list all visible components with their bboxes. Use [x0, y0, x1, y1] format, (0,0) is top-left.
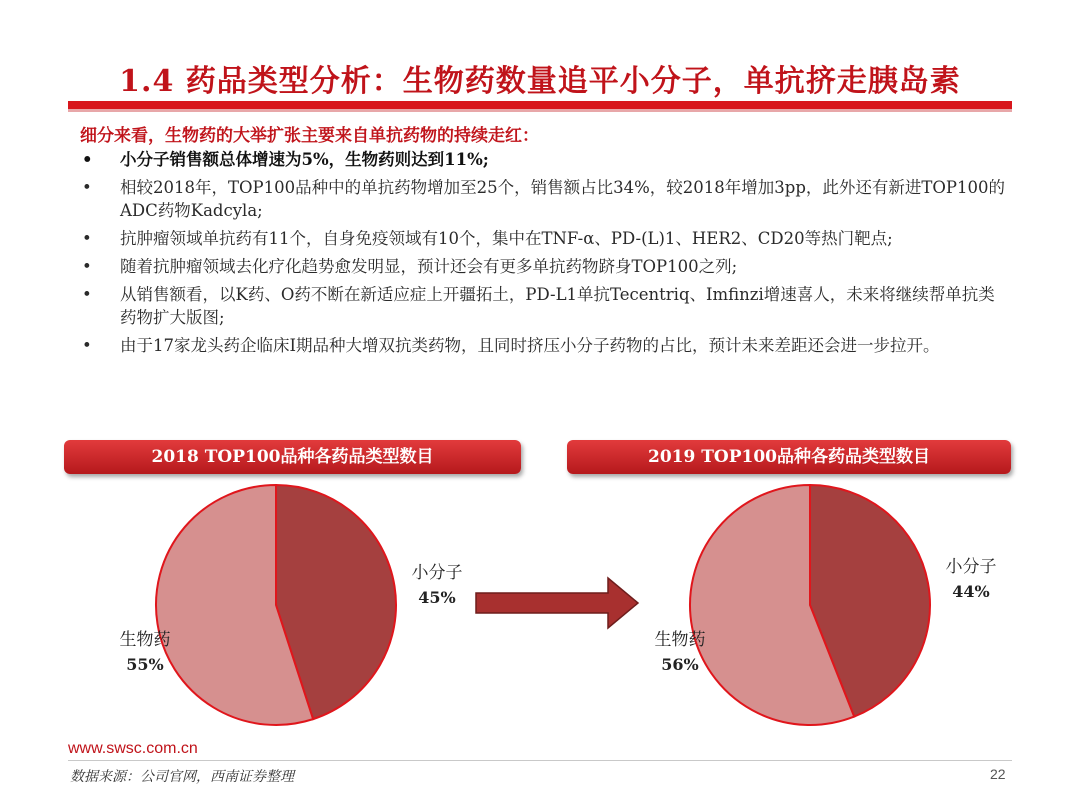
- slice-label: 小分子: [411, 563, 463, 583]
- bullet-marker: •: [82, 257, 92, 276]
- bullet-marker: •: [82, 336, 92, 355]
- data-source: 数据来源：公司官网，西南证券整理: [70, 769, 294, 785]
- slice-label: 生物药: [119, 630, 171, 650]
- footer-url: www.swsc.com.cn: [68, 740, 198, 757]
- chart-2019-title: 2019 TOP100品种各药品类型数目: [567, 440, 1011, 474]
- page-title: 1.4 药品类型分析：生物药数量追平小分子，单抗挤走胰岛素: [119, 64, 961, 99]
- slice-value-label: 55%: [126, 655, 164, 674]
- slice-label: 小分子: [945, 557, 997, 577]
- bullet-marker: •: [82, 150, 93, 169]
- slice-label: 生物药: [654, 630, 706, 650]
- intro-text: 细分来看，生物药的大举扩张主要来自单抗药物的持续走红：: [80, 126, 539, 146]
- page-number: 22: [990, 766, 1006, 782]
- bullet-marker: •: [82, 229, 92, 248]
- slice-value-label: 56%: [661, 655, 699, 674]
- bullet-text: 随着抗肿瘤领域去化疗化趋势愈发明显，预计还会有更多单抗药物跻身TOP100之列;: [120, 257, 738, 276]
- bullet-text: 抗肿瘤领域单抗药有11个，自身免疫领域有10个，集中在TNF-α、PD-(L)1、HER2、CD20等热门靶点;: [120, 229, 893, 248]
- footer-divider: [68, 760, 1012, 761]
- bullet-marker: •: [82, 178, 92, 197]
- bullet-text: 小分子销售额总体增速为5%，生物药则达到11%;: [120, 150, 489, 169]
- slice-value-label: 44%: [952, 582, 990, 601]
- slice-value-label: 45%: [418, 588, 456, 607]
- bullet-text: 从销售额看，以K药、O药不断在新适应症上开疆拓土，PD-L1单抗Tecentriq、Imfinzi增速喜人，未来将继续帮单抗类药物扩大版图;: [120, 285, 995, 327]
- bullet-marker: •: [82, 285, 92, 304]
- bullet-text: 由于17家龙头药企临床I期品种大增双抗类药物，且同时挤压小分子药物的占比，预计未来差距还会进一步拉开。: [120, 336, 940, 355]
- bullet-text: 相较2018年，TOP100品种中的单抗药物增加至25个，销售额占比34%，较2018年增加3pp，此外还有新进TOP100的ADC药物Kadcyla;: [120, 178, 1006, 220]
- chart-2018-title: 2018 TOP100品种各药品类型数目: [64, 440, 521, 474]
- transition-arrow-icon: [476, 578, 638, 628]
